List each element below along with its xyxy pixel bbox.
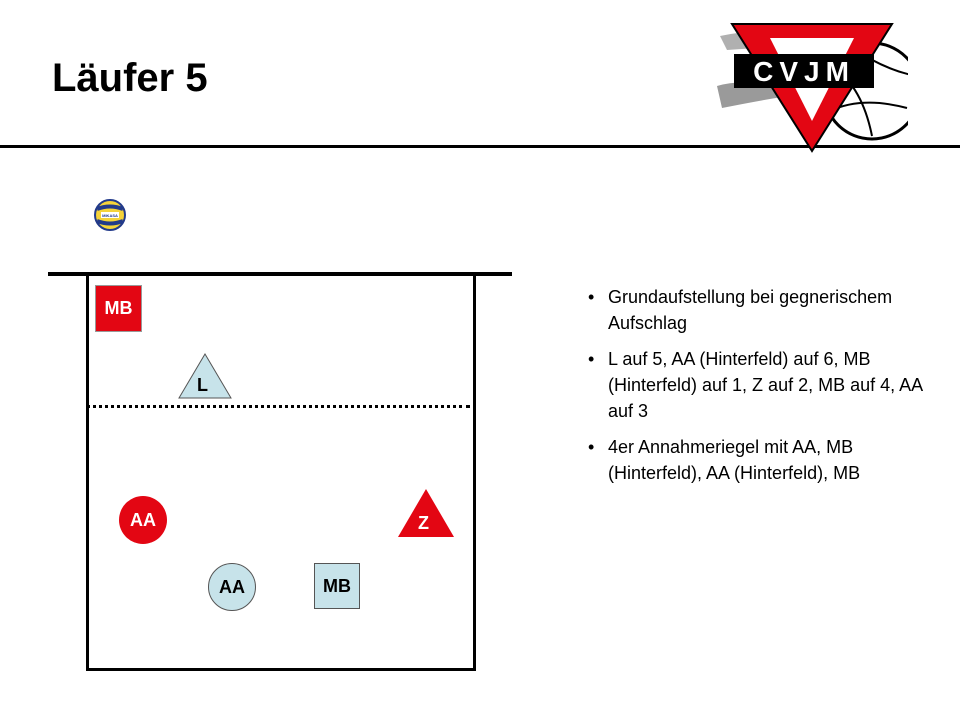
bullet-marker: • — [588, 437, 595, 457]
list-item-text: L auf 5, AA (Hinterfeld) auf 6, MB (Hinterfeld) auf 1, Z auf 2, MB auf 4, AA auf 3 — [608, 349, 923, 421]
player-mb-front-label: MB — [104, 298, 133, 318]
volleyball-court — [86, 275, 476, 671]
logo-text: CVJM — [753, 56, 855, 87]
player-aa-back — [208, 563, 256, 611]
player-mb-front — [95, 285, 142, 332]
player-aa-left — [119, 496, 167, 544]
list-item — [588, 434, 938, 486]
attack-line — [86, 405, 470, 408]
volleyball-icon — [93, 198, 127, 232]
player-aa-back-label: AA — [219, 576, 245, 597]
player-mb-back-label: MB — [323, 575, 351, 596]
player-aa-left-label: AA — [130, 509, 156, 530]
cvjm-logo — [712, 16, 908, 156]
bullet-marker: • — [588, 287, 595, 307]
player-l-label: L — [197, 375, 208, 395]
list-item — [588, 346, 938, 424]
bullet-marker: • — [588, 349, 595, 369]
player-z-label: Z — [418, 513, 429, 533]
player-mb-back — [314, 563, 360, 609]
explanation-list — [588, 284, 938, 496]
list-item-text: Grundaufstellung bei gegnerischem Aufschlag — [608, 287, 893, 333]
list-item — [588, 284, 938, 336]
ball-brand-label: MIKASA — [102, 213, 118, 218]
list-item-text: 4er Annahmeriegel mit AA, MB (Hinterfeld), AA (Hinterfeld), MB — [608, 437, 861, 483]
slide-title: Läufer 5 — [52, 56, 208, 100]
